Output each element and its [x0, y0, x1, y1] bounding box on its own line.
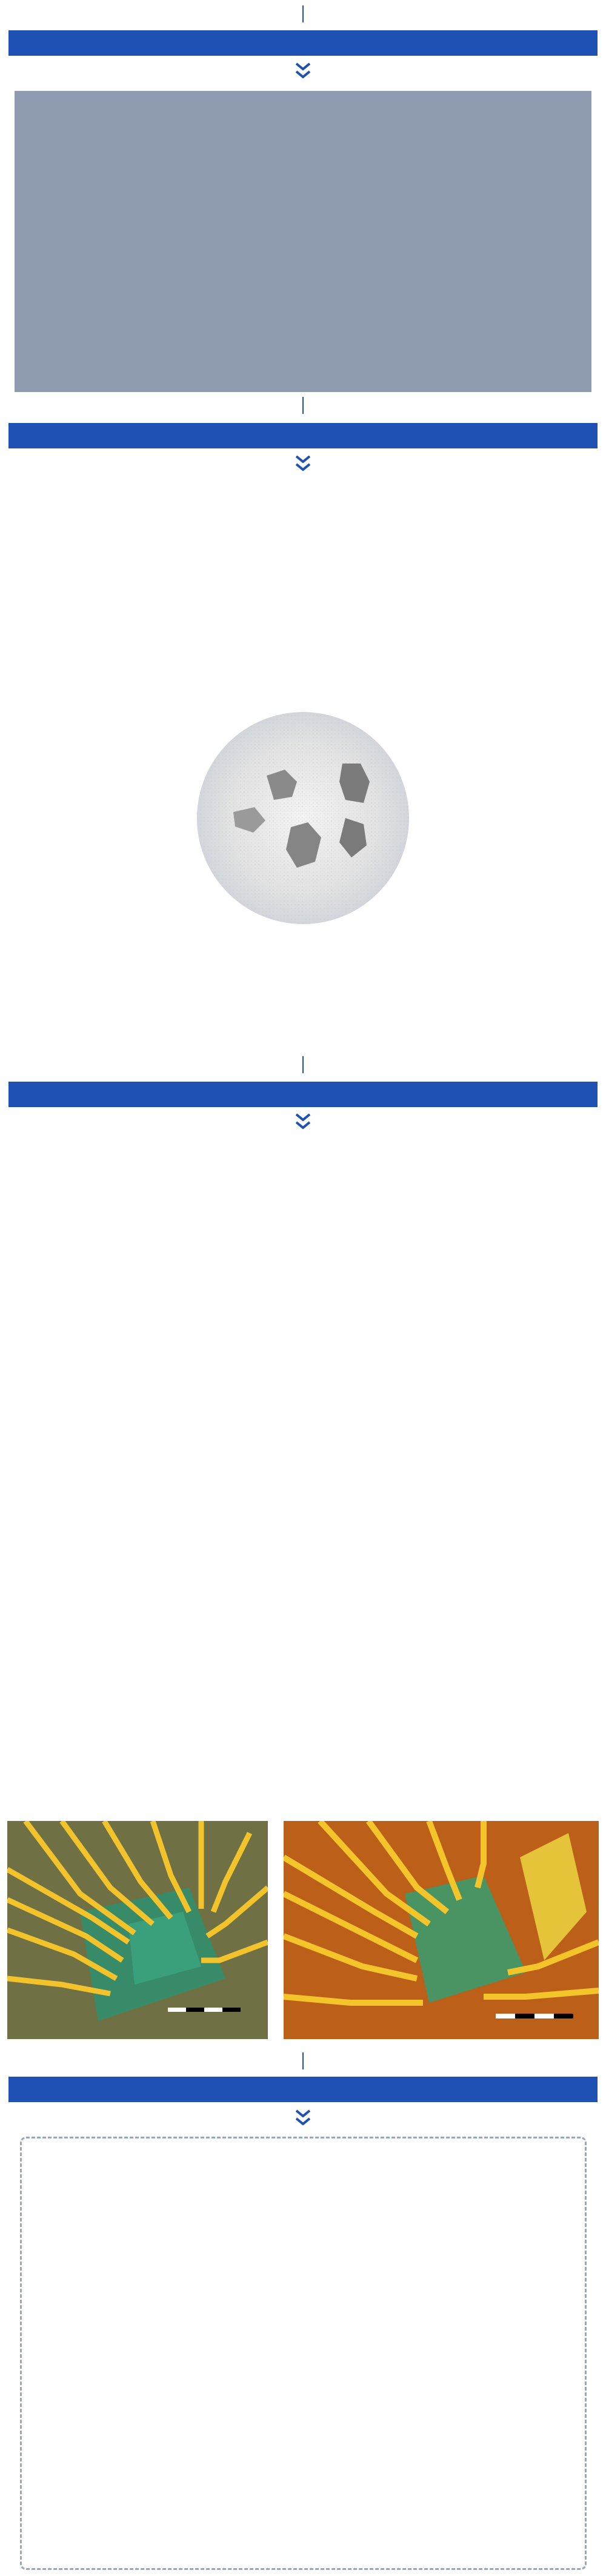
- section-title-manufacturer: [0, 2051, 606, 2072]
- device-photo-left: [7, 1821, 268, 2039]
- divider: [302, 5, 304, 22]
- section-band-manufacturer: [8, 2077, 598, 2102]
- device-photo-right: [284, 1821, 599, 2039]
- divider: [302, 397, 304, 414]
- advantage-petal-diagram: [0, 570, 606, 1054]
- chevron-down-icon: [295, 1113, 311, 1131]
- chevron-down-icon: [295, 62, 311, 80]
- reference-list: [20, 2137, 587, 2570]
- section-band-advantage: [8, 423, 598, 448]
- raman-chart: [0, 1500, 606, 1818]
- section-title-advantage: [0, 395, 606, 417]
- divider: [302, 1056, 304, 1073]
- section-title-display: [0, 1054, 606, 1076]
- section-band-parameter: [8, 30, 598, 56]
- parameter-table: [15, 91, 591, 392]
- xrd-chart: [0, 1139, 606, 1497]
- divider: [302, 2052, 304, 2069]
- chevron-down-icon: [295, 454, 311, 473]
- section-band-display: [8, 1082, 598, 1107]
- chevron-down-icon: [295, 2109, 311, 2127]
- section-title-parameter: [0, 4, 606, 25]
